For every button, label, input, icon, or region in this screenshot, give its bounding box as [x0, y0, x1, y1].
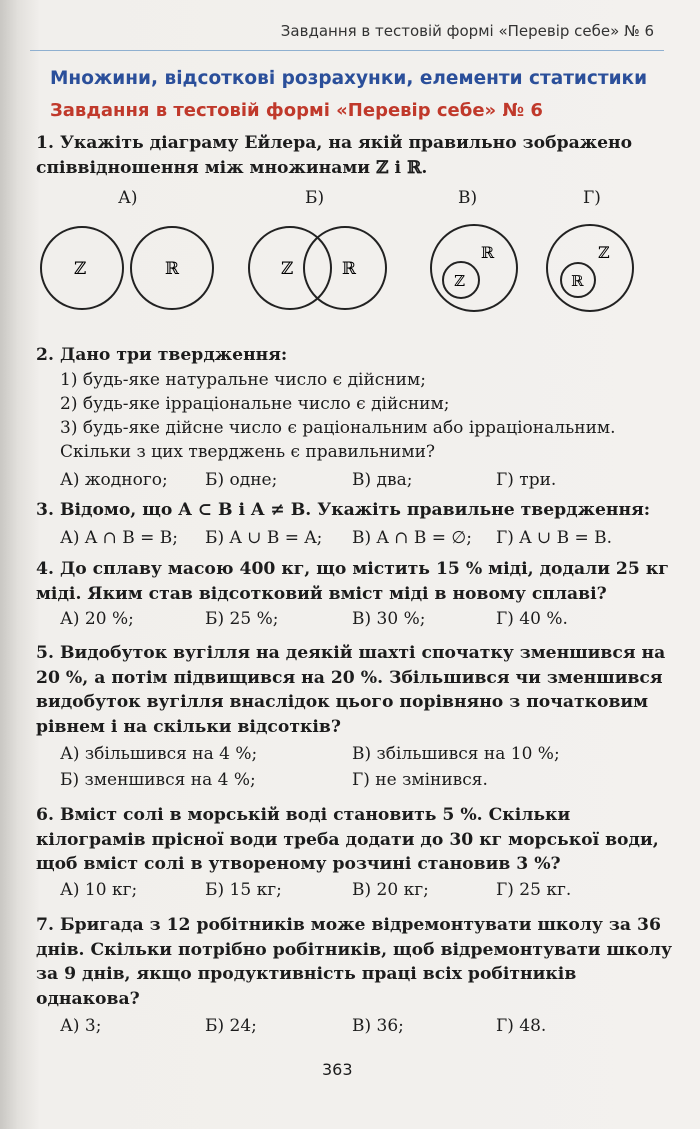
euler-diagram-a	[41, 227, 213, 309]
option-a[interactable]: А) збільшився на 4 %;	[60, 744, 258, 764]
option-d-label: Г)	[583, 188, 601, 208]
set-z-label: ℤ	[454, 272, 465, 290]
set-r-label: ℝ	[481, 243, 495, 262]
statement-question: Скільки з цих тверджень є правильними?	[60, 442, 436, 462]
question-text: Бригада з 12 робітників може відремонтувати школу за 36 днів. Скільки потрібно робітників, щоб відремонтувати школу за 9 днів, якщо продуктивність праці всіх робітників однакова?	[36, 915, 673, 1009]
question-number: 1.	[36, 133, 54, 153]
set-r-label: ℝ	[571, 272, 584, 290]
euler-diagrams	[0, 210, 700, 330]
question-number: 5.	[36, 643, 54, 663]
question-2	[36, 343, 672, 368]
option-b[interactable]: Б) зменшився на 4 %;	[60, 770, 256, 790]
section-title: Завдання в тестовій формі «Перевір себе» № 6	[50, 100, 543, 121]
option-d[interactable]: Г) не змінився.	[352, 770, 488, 790]
option-b[interactable]: Б) одне;	[205, 470, 278, 490]
question-text: Дано три твердження:	[59, 345, 288, 365]
euler-diagram-d	[547, 225, 633, 311]
header-rule	[30, 50, 664, 51]
set-z-label: ℤ	[74, 259, 87, 279]
option-b[interactable]: Б) 15 кг;	[205, 880, 282, 900]
set-r-label: ℝ	[342, 259, 357, 279]
option-b-label: Б)	[305, 188, 325, 208]
option-c[interactable]: В) два;	[352, 470, 413, 490]
option-c[interactable]: В) збільшився на 10 %;	[352, 744, 560, 764]
option-a[interactable]: А) 10 кг;	[60, 880, 138, 900]
option-d[interactable]: Г) A ∪ B = B.	[496, 528, 613, 548]
statement-1: 1) будь-яке натуральне число є дійсним;	[60, 370, 426, 390]
question-text: До сплаву масою 400 кг, що містить 15 % міді, додали 25 кг міді. Яким став відсотковий вміст міді в новому сплаві?	[36, 559, 669, 604]
question-text: Вміст солі в морській воді становить 5 %. Скільки кілограмів прісної води треба додати до 30 кг морської води, щоб вміст солі в утвореному розчині становив 3 %?	[36, 805, 659, 874]
option-a[interactable]: А) 3;	[60, 1016, 102, 1036]
question-4	[36, 557, 672, 606]
question-7	[36, 913, 672, 1011]
question-6	[36, 803, 672, 877]
euler-diagram-c	[431, 225, 517, 311]
question-1	[36, 131, 672, 180]
option-a-label: А)	[118, 188, 138, 208]
question-number: 7.	[36, 915, 54, 935]
running-header: Завдання в тестовій формі «Перевір себе» № 6	[280, 22, 654, 40]
set-z-label: ℤ	[281, 259, 294, 279]
question-number: 2.	[36, 345, 54, 365]
option-c-label: В)	[458, 188, 478, 208]
question-5	[36, 641, 672, 739]
statement-3: 3) будь-яке дійсне число є раціональним або ірраціональним.	[60, 418, 616, 438]
option-b[interactable]: Б) 25 %;	[205, 609, 279, 629]
set-r-label: ℝ	[165, 259, 180, 279]
euler-diagram-b	[249, 227, 386, 309]
question-number: 6.	[36, 805, 54, 825]
option-a[interactable]: А) жодного;	[60, 470, 168, 490]
set-z-label: ℤ	[598, 243, 610, 262]
option-c[interactable]: В) A ∩ B = ∅;	[352, 528, 472, 548]
question-number: 4.	[36, 559, 54, 579]
option-c[interactable]: В) 30 %;	[352, 609, 426, 629]
option-d[interactable]: Г) 40 %.	[496, 609, 568, 629]
option-d[interactable]: Г) 25 кг.	[496, 880, 572, 900]
statement-2: 2) будь-яке ірраціональне число є дійсним;	[60, 394, 450, 414]
option-b[interactable]: Б) A ∪ B = A;	[205, 528, 323, 548]
question-text: Укажіть діаграму Ейлера, на якій правильно зображено співвідношення між множинами ℤ і ℝ.	[36, 133, 633, 178]
chapter-title: Множини, відсоткові розрахунки, елементи статистики	[50, 68, 648, 89]
option-c[interactable]: В) 20 кг;	[352, 880, 429, 900]
option-c[interactable]: В) 36;	[352, 1016, 404, 1036]
option-a[interactable]: А) A ∩ B = B;	[60, 528, 179, 548]
option-a[interactable]: А) 20 %;	[60, 609, 134, 629]
question-text: Відомо, що A ⊂ B і A ≠ B. Укажіть правильне твердження:	[59, 500, 651, 520]
page-number: 363	[322, 1060, 353, 1079]
question-number: 3.	[36, 500, 54, 520]
option-b[interactable]: Б) 24;	[205, 1016, 257, 1036]
question-3	[36, 498, 672, 523]
option-d[interactable]: Г) три.	[496, 470, 557, 490]
question-text: Видобуток вугілля на деякій шахті спочатку зменшився на 20 %, а потім підвищився на 20 %. Збільшився чи зменшився видобуток вугілля внаслідок цього порівняно з початковим рівнем і на скільки відсотків?	[36, 643, 666, 737]
option-d[interactable]: Г) 48.	[496, 1016, 547, 1036]
